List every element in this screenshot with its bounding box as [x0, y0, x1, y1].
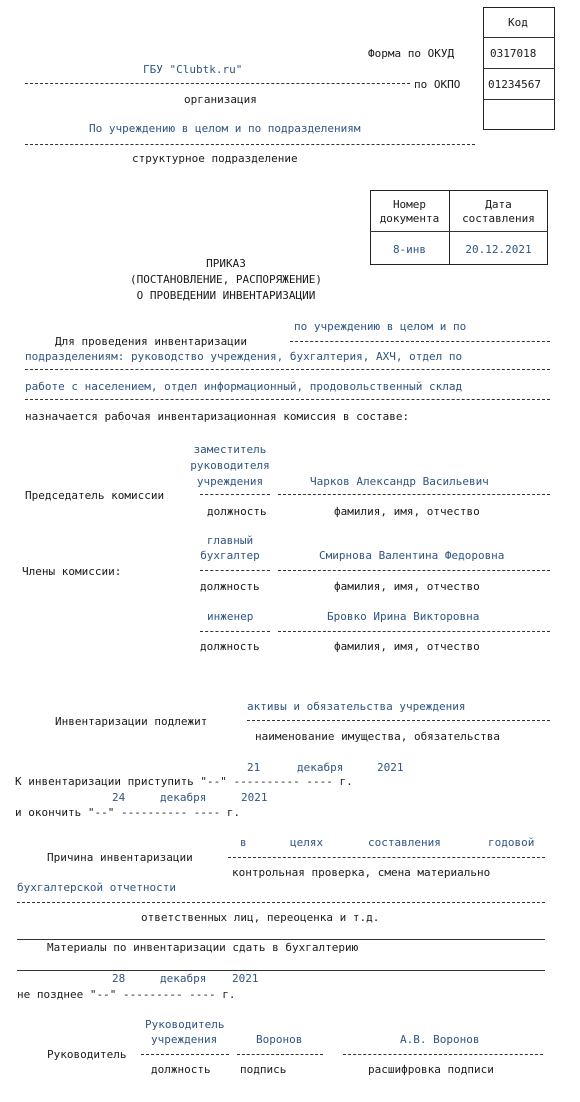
member1-position-caption: должность — [200, 580, 260, 593]
doc-date-value: 20.12.2021 — [465, 243, 532, 256]
member1-name: Смирнова Валентина Федоровна — [319, 549, 505, 562]
end-year: 2021 — [241, 791, 268, 804]
member1-position-2: бухгалтер — [200, 549, 260, 562]
doc-number-header-1: Номер — [392, 198, 427, 211]
okpo-value: 01234567 — [488, 78, 541, 91]
end-day: 24 — [112, 791, 126, 804]
okpo-label: по ОКПО — [414, 78, 461, 91]
start-line: К инвентаризации приступить "--" ---------- ---- г. — [15, 775, 353, 788]
okud-label: Форма по ОКУД — [368, 47, 455, 60]
division-caption: структурное подразделение — [132, 152, 298, 165]
title-line-1: ПРИКАЗ — [206, 257, 246, 270]
reason-label: Причина инвентаризации — [47, 851, 193, 864]
sign-decode: А.В. Воронов — [400, 1033, 480, 1046]
division-name: По учреждению в целом и по подразделениям — [89, 122, 361, 135]
sign-position-1: Руководитель — [145, 1018, 225, 1031]
title-line-3: О ПРОВЕДЕНИИ ИНВЕНТАРИЗАЦИИ — [136, 289, 316, 302]
materials-day: 28 — [112, 972, 126, 985]
sign-label: Руководитель — [47, 1048, 127, 1061]
member2-name: Бровко Ирина Викторовна — [327, 610, 480, 623]
chair-position-3: учреждения — [196, 475, 264, 488]
doc-date-header-2: составления — [462, 212, 535, 225]
org-name: ГБУ "Clubtk.ru" — [143, 63, 243, 76]
doc-number-value: 8-инв — [392, 243, 427, 256]
member2-position: инженер — [207, 610, 254, 623]
sign-caption-decode: расшифровка подписи — [368, 1063, 494, 1076]
end-month: декабря — [160, 791, 207, 804]
start-month: декабря — [297, 761, 344, 774]
chair-position-1: заместитель — [193, 443, 267, 456]
okud-value: 0317018 — [490, 47, 537, 60]
code-header: Код — [508, 16, 528, 29]
start-year: 2021 — [377, 761, 404, 774]
chair-label: Председатель комиссии — [25, 489, 165, 502]
purpose-fill-3: работе с населением, отдел информационный, продовольственный склад — [25, 380, 463, 393]
end-line: и окончить "--" ---------- ---- г. — [15, 806, 241, 819]
purpose-fill-2: подразделениям: руководство учреждения, бухгалтерия, АХЧ, отдел по — [25, 350, 463, 363]
doc-date-header-1: Дата — [485, 198, 512, 211]
start-day: 21 — [247, 761, 261, 774]
chair-fio-caption: фамилия, имя, отчество — [334, 505, 480, 518]
reason-word-1: в — [240, 836, 247, 849]
reason-word-2: целях — [290, 836, 324, 849]
reason-fill-2: бухгалтерской отчетности — [17, 881, 176, 894]
sign-signature: Воронов — [256, 1033, 303, 1046]
materials-month: декабря — [160, 972, 207, 985]
purpose-label: Для проведения инвентаризации — [55, 335, 248, 348]
reason-caption-1: контрольная проверка, смена материально — [232, 866, 491, 879]
materials-year: 2021 — [232, 972, 259, 985]
purpose-fill-1: по учреждению в целом и по — [294, 320, 467, 333]
chair-position-2: руководителя — [190, 459, 270, 472]
org-caption: организация — [184, 93, 257, 106]
sign-caption-position: должность — [151, 1063, 211, 1076]
title-line-2: (ПОСТАНОВЛЕНИЕ, РАСПОРЯЖЕНИЕ) — [129, 273, 323, 286]
member2-fio-caption: фамилия, имя, отчество — [334, 640, 480, 653]
subject-label: Инвентаризации подлежит — [55, 715, 208, 728]
sign-caption-signature: подпись — [240, 1063, 287, 1076]
commission-assign-text: назначается рабочая инвентаризационная комиссия в составе: — [25, 410, 410, 423]
members-label: Члены комиссии: — [22, 565, 122, 578]
reason-word-3: составления — [368, 836, 441, 849]
subject-caption: наименование имущества, обязательства — [255, 730, 501, 743]
sign-position-2: учреждения — [151, 1033, 218, 1046]
reason-word-4: годовой — [488, 836, 535, 849]
chair-position-caption: должность — [207, 505, 267, 518]
member1-position-1: главный — [206, 534, 254, 547]
subject-fill: активы и обязательства учреждения — [247, 700, 466, 713]
chair-name: Чарков Александр Васильевич — [310, 475, 489, 488]
member1-fio-caption: фамилия, имя, отчество — [334, 580, 480, 593]
materials-deadline: не позднее "--" --------- ---- г. — [17, 988, 236, 1001]
reason-caption-2: ответственных лиц, переоценка и т.д. — [141, 911, 380, 924]
materials-text: Материалы по инвентаризации сдать в бухгалтерию — [47, 941, 359, 954]
member2-position-caption: должность — [200, 640, 260, 653]
doc-number-header-2: документа — [379, 212, 440, 225]
